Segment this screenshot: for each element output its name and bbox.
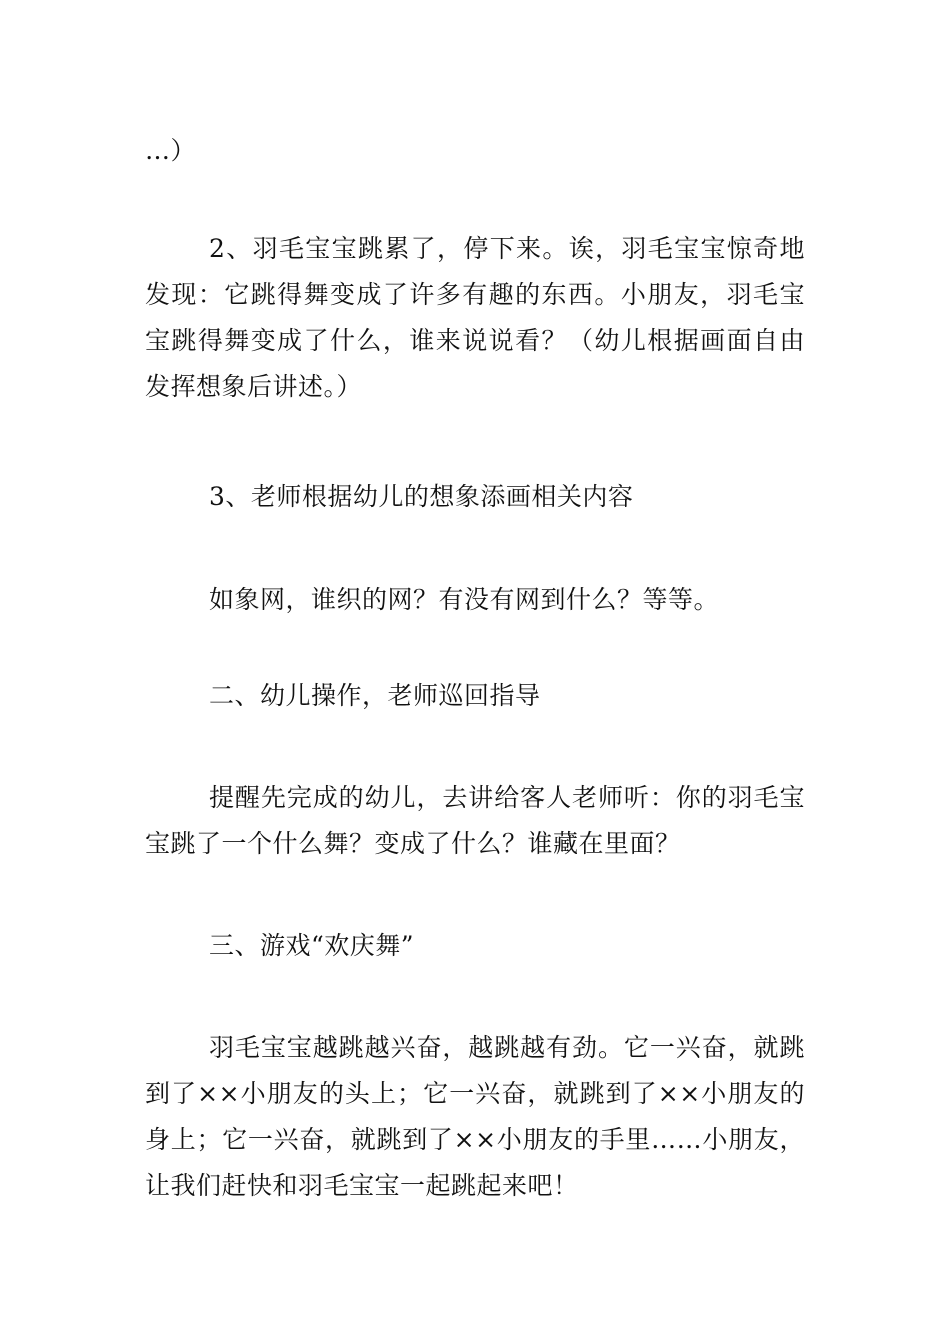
paragraph-step-2: 2、羽毛宝宝跳累了，停下来。诶，羽毛宝宝惊奇地发现：它跳得舞变成了许多有趣的东西。小朋友，羽毛宝宝跳得舞变成了什么，谁来说说看？（幼儿根据画面自由发挥想象后讲述。） <box>145 234 805 401</box>
section-heading-2: 二、幼儿操作，老师巡回指导 <box>209 681 541 710</box>
paragraph-reminder: 提醒先完成的幼儿，去讲给客人老师听：你的羽毛宝宝跳了一个什么舞？变成了什么？谁藏在里面？ <box>145 783 805 858</box>
paragraph-game: 羽毛宝宝越跳越兴奋，越跳越有劲。它一兴奋，就跳到了××小朋友的头上；它一兴奋，就跳到了××小朋友的身上；它一兴奋，就跳到了××小朋友的手里……小朋友，让我们赶快和羽毛宝宝一起跳起来吧！ <box>145 1033 805 1200</box>
paragraph-ellipsis-close: …） <box>145 136 197 165</box>
paragraph-step-3: 3、老师根据幼儿的想象添画相关内容 <box>209 482 634 511</box>
section-heading-3: 三、游戏“欢庆舞” <box>209 931 415 960</box>
paragraph-example: 如象网，谁织的网？有没有网到什么？等等。 <box>209 585 720 614</box>
